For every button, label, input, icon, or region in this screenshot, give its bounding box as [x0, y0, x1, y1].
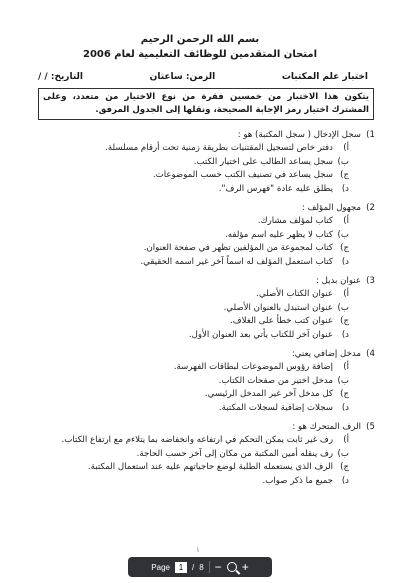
question-stem: مدخل إضافي يعني:	[291, 349, 361, 359]
option-d: د) جميع ما ذكر صواب.	[262, 475, 349, 486]
option-a: أ) كتاب لمؤلف مشارك.	[257, 216, 349, 226]
option-b: ب) مدخل اختير من صفحات الكتاب.	[218, 375, 349, 386]
option-c: ج) سجل يساعد في تصنيف الكتب حسب الموضوعات.	[152, 170, 349, 180]
option-a: أ) دفتر خاص لتسجيل المقتنيات بطريقة زمنية تحت أرقام مسلسلة.	[105, 143, 349, 153]
pdf-viewer-toolbar	[128, 557, 272, 577]
option-d: د) عنوان آخر للكتاب يأتي بعد العنوان الأول.	[188, 329, 349, 340]
page-footer-mark: ١	[196, 546, 200, 554]
question-number: 5)	[366, 422, 375, 432]
instructions-box: يتكون هذا الاختبار من خمسين فقرة من نوع الاختيار من متعدد، وعلى المشترك اختيار رمز الإجابة الصحيحة، ونقلها إلى الجدول المرفق.	[38, 88, 374, 120]
exam-date: التاريخ: / /	[38, 72, 84, 82]
exam-title: امتحان المتقدمين للوظائف التعليمية لعام 2006	[82, 49, 317, 60]
question-2	[30, 201, 375, 269]
total-pages: 8	[199, 562, 204, 572]
question-5	[30, 420, 375, 488]
question-stem: عنوان بديل :	[315, 276, 361, 286]
questions-list	[30, 128, 375, 493]
question-number: 4)	[366, 349, 375, 359]
question-stem: سجل الإدخال ( سجل المكتبة) هو :	[237, 130, 361, 140]
basmala: بسم الله الرحمن الرحيم	[140, 34, 260, 45]
option-c: ج) عنوان كتب خطأ على الغلاف.	[230, 316, 349, 326]
zoom-icon[interactable]	[227, 562, 237, 572]
question-3	[30, 274, 375, 342]
zoom-in-button[interactable]: +	[241, 560, 249, 574]
option-a: أ) عنوان الكتاب الأصلي.	[256, 289, 349, 299]
option-b: ب) كتاب لا يظهر عليه اسم مؤلفه.	[225, 229, 349, 240]
question-number: 3)	[366, 276, 375, 286]
option-c: ج) كتاب لمجموعة من المؤلفين تظهر في صفحة العنوان.	[143, 243, 349, 253]
current-page-input[interactable]: 1	[175, 562, 187, 573]
option-d: د) سجلات إضافية لسجلات المكتبة.	[218, 402, 349, 413]
option-c: ج) الرف الذي يستعمله الطلبة لوضع حاجياتهم عليه عند استعمال المكتبة.	[87, 462, 349, 472]
document-header	[0, 32, 400, 62]
question-number: 2)	[366, 203, 375, 213]
option-a: أ) رف غير ثابت يمكن التحكم في ارتفاعه وانخفاضه بما يتلاءم مع ارتفاع الكتاب.	[61, 435, 349, 445]
exam-meta-row	[38, 72, 368, 82]
question-stem: الرف المتحرك هو :	[292, 422, 361, 432]
page-label: Page	[151, 562, 170, 572]
option-d: د) كتاب استعمل المؤلف له اسماً آخر غير اسمه الحقيقي.	[140, 256, 349, 267]
question-number: 1)	[366, 130, 375, 140]
option-b: ب) عنوان استبدل بالعنوان الأصلي.	[223, 302, 349, 313]
question-4	[30, 347, 375, 415]
option-a: أ) إضافة رؤوس الموضوعات لبطاقات الفهرسة.	[173, 362, 349, 372]
exam-time: الزمن: ساعتان	[149, 72, 216, 82]
toolbar-divider	[209, 561, 210, 573]
option-d: د) يطلق عليه عادة "فهرس الرف".	[218, 183, 349, 194]
question-1	[30, 128, 375, 196]
question-stem: مجهول المؤلف :	[301, 203, 361, 213]
page-separator: /	[191, 562, 195, 572]
option-b: ب) سجل يساعد الطالب على اختيار الكتب.	[193, 156, 349, 167]
option-b: ب) رف ينقله أمين المكتبة من مكان إلى آخر حسب الحاجة.	[136, 448, 349, 459]
exam-subject: اختبار علم المكتبات	[281, 72, 368, 82]
zoom-out-button[interactable]: −	[214, 560, 222, 574]
option-c: ج) كل مدخل آخر غير المدخل الرئيسي.	[204, 389, 349, 399]
